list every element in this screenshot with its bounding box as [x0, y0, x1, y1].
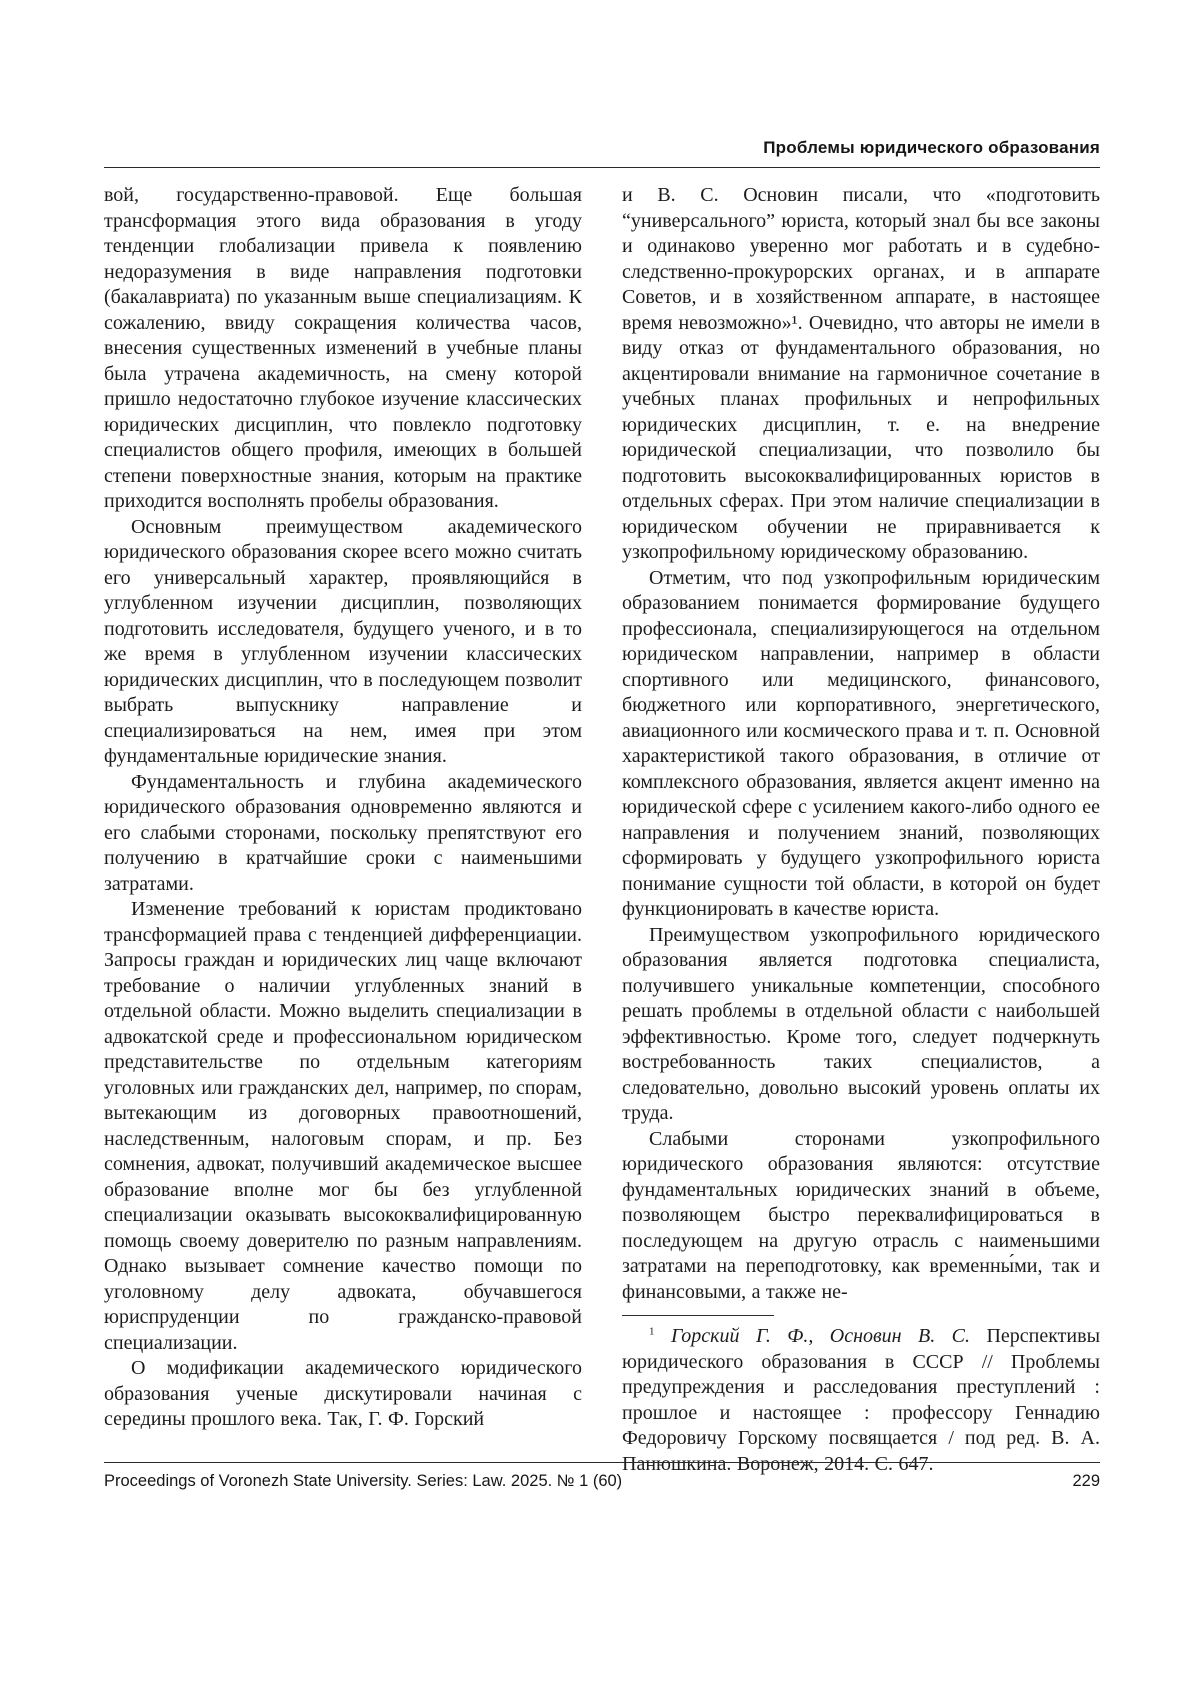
body-paragraph: Основным преимуществом академического юридического образования скорее всего можно считать его универсальный характер, проявляющийся в углубленном изучении дисциплин, позволяющих подготовить исследователя, будущего ученого, и в то же время в углубленном изучении классических юридических дисциплин, что в последующем позволит выбрать выпускнику направление и специализироваться на нем, имея при этом фундаментальные юридические знания. — [104, 515, 582, 767]
footer-page-number: 229 — [1072, 1472, 1100, 1490]
header-rule — [104, 167, 1100, 168]
footer-journal-title: Proceedings of Voronezh State University. Series: Law. 2025. № 1 (60) — [104, 1472, 623, 1490]
footnote-text — [622, 1324, 1100, 1477]
footnote-marker: 1 — [649, 1325, 655, 1338]
body-paragraph: Отметим, что под узкопрофильным юридическим образованием понимается формирование будущего профессионала, специализирующегося на отдельном юридическом направлении, например в области спортивного или медицинского, финансового, бюджетного или корпоративного, энергетического, авиационного или космического права и т. п. Основной характеристикой такого образования, в отличие от комплексного образования, является акцент именно на юридической сфере с усилением какого-либо одного ее направления и получением знаний, позволяющих сформировать у будущего узкопрофильного юриста понимание сущности той области, в которой он будет функционировать в качестве юриста. — [622, 566, 1100, 920]
article-body — [104, 183, 1100, 1477]
running-head — [104, 138, 1100, 167]
footnote-body: Перспективы юридического образования в СССР // Проблемы предупреждения и расследования преступлений : прошлое и настоящее : профессору Геннадию Федоровичу Горскому посвящается / под ред. В. А. Панюшкина. Воронеж, 2014. С. 647. — [622, 1325, 1101, 1475]
right-column — [622, 183, 1100, 1477]
running-head-title: Проблемы юридического образования — [763, 138, 1100, 157]
body-paragraph: Слабыми сторонами узкопрофильного юридического образования являются: отсутствие фундаментальных юридических знаний в объеме, позволяющем быстро переквалифицироваться в последующем на другую отрасль с наименьшими затратами на переподготовку, как временны́ми, так и финансовыми, а также не- — [622, 1127, 1100, 1303]
page-footer — [104, 1462, 1100, 1491]
footnote — [622, 1315, 1100, 1477]
body-paragraph: Изменение требований к юристам продиктовано трансформацией права с тенденцией дифференциации. Запросы граждан и юридических лиц чаще включают требование о наличии углубленных знаний в отдельной области. Можно выделить специализации в адвокатской среде и профессиональном юридическом представительстве по отдельным категориям уголовных или гражданских дел, например, по спорам, вытекающим из договорных правоотношений, наследственным, налоговым спорам, и пр. Без сомнения, адвокат, получивший академическое высшее образование вполне мог бы без углубленной специализации оказывать высококвалифицированную помощь своему доверителю по разным направлениям. Однако вызывает сомнение качество помощи по уголовному делу адвоката, обучавшегося юриспруденции по гражданско-правовой специализации. — [104, 898, 582, 1354]
body-paragraph: и В. С. Основин писали, что «подготовить “универсального” юриста, который знал бы все законы и одинаково уверенно мог работать и в судебно-следственно-прокурорских органах, и в аппарате Советов, и в хозяйственном аппарате, в настоящее время невозможно»¹. Очевидно, что авторы не имели в виду отказ от фундаментального образования, но акцентировали внимание на гармоничное сочетание в учебных планах профильных и непрофильных юридических дисциплин, т. е. на внедрение юридической специализации, что позволило бы подготовить высококвалифицированных юристов в отдельных сферах. При этом наличие специализации в юридическом обучении не приравнивается к узкопрофильному юридическому образованию. — [622, 184, 1100, 563]
body-paragraph: О модификации академического юридического образования ученые дискутировали начиная с середины прошлого века. Так, Г. Ф. Горский — [104, 1357, 582, 1430]
footnote-authors: Горский Г. Ф., Основин В. С. — [670, 1325, 971, 1347]
footnote-separator — [622, 1315, 774, 1316]
left-column — [104, 183, 582, 1433]
body-paragraph: вой, государственно-правовой. Еще большая трансформация этого вида образования в угоду тенденции глобализации привела к появлению недоразумения в виде направления подготовки (бакалавриата) по указанным выше специализациям. К сожалению, ввиду сокращения количества часов, внесения существенных изменений в учебные планы была утрачена академичность, на смену которой пришло недостаточно глубокое изучение классических юридических дисциплин, что повлекло подготовку специалистов общего профиля, имеющих в большей степени поверхностные знания, которым на практике приходится восполнять пробелы образования. — [104, 184, 582, 512]
body-paragraph: Фундаментальность и глубина академического юридического образования одновременно являются и его слабыми сторонами, поскольку препятствуют его получению в кратчайшие сроки с наименьшими затратами. — [104, 770, 582, 895]
body-paragraph: Преимуществом узкопрофильного юридического образования является подготовка специалиста, получившего уникальные компетенции, способного решать проблемы в отдельной области с наибольшей эффективностью. Кроме того, следует подчеркнуть востребованность таких специалистов, а следовательно, довольно высокий уровень оплаты их труда. — [622, 923, 1100, 1124]
